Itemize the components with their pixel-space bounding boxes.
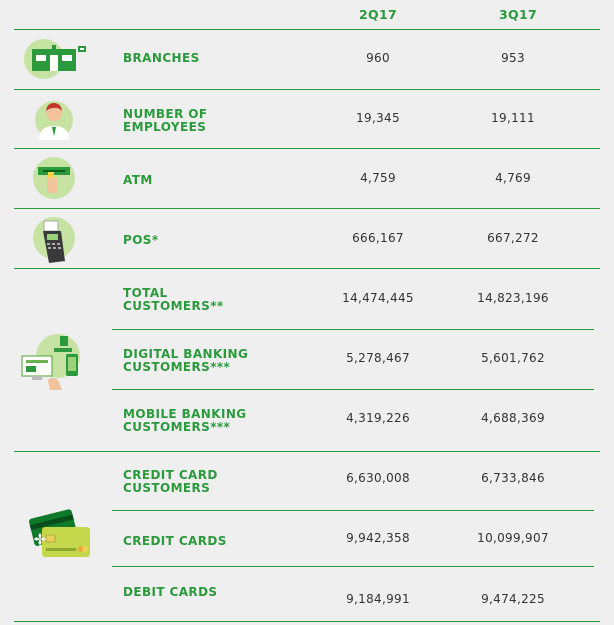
row-label-credit-cards: CREDIT CARDS — [123, 534, 227, 548]
divider — [14, 208, 600, 209]
row-label-digital-banking: DIGITAL BANKING CUSTOMERS*** — [123, 347, 249, 374]
divider — [14, 148, 600, 149]
value-3q17-employees: 19,111 — [491, 111, 535, 125]
value-2q17-atm: 4,759 — [360, 171, 396, 185]
row-label-mobile-banking: MOBILE BANKING CUSTOMERS*** — [123, 407, 247, 434]
value-3q17-pos: 667,272 — [487, 231, 539, 245]
value-3q17-mobile-banking: 4,688,369 — [481, 411, 545, 425]
header-2q17: 2Q17 — [359, 7, 397, 22]
value-3q17-debit-cards: 9,474,225 — [481, 592, 545, 606]
divider — [112, 566, 594, 567]
row-label-total-customers: TOTAL CUSTOMERS** — [123, 286, 224, 313]
value-2q17-pos: 666,167 — [352, 231, 404, 245]
employee-person-icon — [33, 96, 75, 142]
value-3q17-atm: 4,769 — [495, 171, 531, 185]
row-label-debit-cards: DEBIT CARDS — [123, 585, 218, 599]
value-3q17-digital-banking: 5,601,762 — [481, 351, 545, 365]
value-3q17-credit-cards: 10,099,907 — [477, 531, 549, 545]
value-2q17-total-customers: 14,474,445 — [342, 291, 414, 305]
divider — [112, 389, 594, 390]
credit-cards-icon — [26, 503, 96, 565]
divider — [14, 268, 600, 269]
row-label-employees: NUMBER OF EMPLOYEES — [123, 107, 208, 134]
value-2q17-branches: 960 — [366, 51, 390, 65]
row-label-branches: BRANCHES — [123, 51, 200, 65]
row-label-pos: POS* — [123, 233, 159, 247]
value-3q17-branches: 953 — [501, 51, 525, 65]
value-2q17-debit-cards: 9,184,991 — [346, 592, 410, 606]
atm-machine-icon — [31, 155, 77, 201]
divider — [14, 451, 600, 452]
divider — [14, 89, 600, 90]
header-3q17: 3Q17 — [499, 7, 537, 22]
row-label-credit-card-customers: CREDIT CARD CUSTOMERS — [123, 468, 218, 495]
row-label-atm: ATM — [123, 173, 153, 187]
divider — [112, 329, 594, 330]
value-2q17-credit-card-customers: 6,630,008 — [346, 471, 410, 485]
divider — [112, 510, 594, 511]
branch-building-icon — [22, 37, 92, 81]
value-3q17-credit-card-customers: 6,733,846 — [481, 471, 545, 485]
digital-banking-devices-icon — [18, 330, 88, 394]
pos-terminal-icon — [31, 215, 77, 265]
value-2q17-credit-cards: 9,942,358 — [346, 531, 410, 545]
value-2q17-employees: 19,345 — [356, 111, 400, 125]
divider — [14, 621, 600, 622]
value-2q17-mobile-banking: 4,319,226 — [346, 411, 410, 425]
divider — [14, 29, 600, 30]
value-3q17-total-customers: 14,823,196 — [477, 291, 549, 305]
value-2q17-digital-banking: 5,278,467 — [346, 351, 410, 365]
